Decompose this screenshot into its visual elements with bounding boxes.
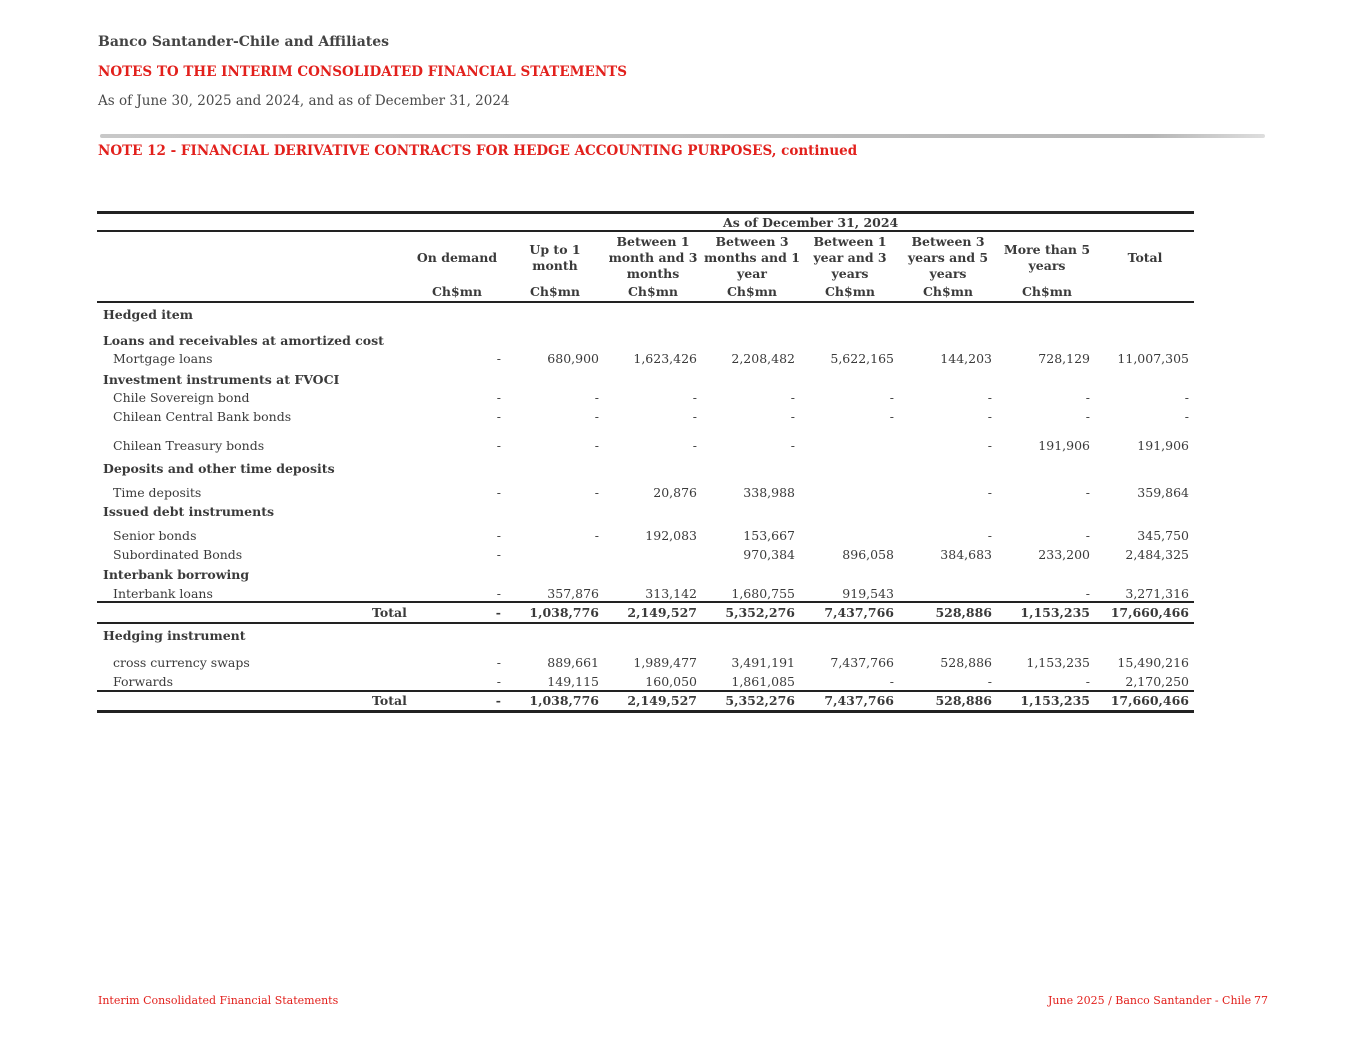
table-cell: 1,623,426 [633,351,697,366]
row-label: cross currency swaps [113,655,250,670]
table-cell: 17,660,466 [1110,693,1189,708]
table-cell: 7,437,766 [824,605,894,620]
table-cell: 7,437,766 [830,655,894,670]
table-cell: 191,906 [1137,438,1189,453]
table-cell: - [495,605,501,620]
table-cell: 5,622,165 [830,351,894,366]
table-cell: 528,886 [940,655,992,670]
total-bottom-rule [97,622,1194,624]
table-cell: 384,683 [940,547,992,562]
table-cell: 889,661 [547,655,599,670]
table-cell: - [889,409,894,424]
section-hedged-item: Hedged item [103,307,193,322]
table-cell: - [889,390,894,405]
table-cell: 1,861,085 [731,674,795,689]
table-cell: - [1085,528,1090,543]
row-label: Time deposits [113,485,202,500]
column-header: Total [1127,250,1163,265]
maturity-table [97,211,1194,714]
table-cell: - [1085,409,1090,424]
column-unit: Ch$mn [627,284,679,299]
total-top-rule [97,601,1194,603]
table-cell: - [496,528,501,543]
table-cell: - [594,485,599,500]
table-cell: 970,384 [743,547,795,562]
table-cell: - [496,351,501,366]
table-cell: 680,900 [547,351,599,366]
table-cell: - [496,586,501,601]
header-divider [100,134,1265,138]
section-investment: Investment instruments at FVOCI [103,372,340,387]
section-interbank: Interbank borrowing [103,567,250,582]
table-cell: 896,058 [842,547,894,562]
table-cell: 3,271,316 [1125,586,1189,601]
column-header: Between 3 months and 1 year [704,234,800,281]
table-cell: - [987,438,992,453]
table-cell: - [496,485,501,500]
table-cell: 2,484,325 [1125,547,1189,562]
table-cell: - [1184,409,1189,424]
table-cell: 528,886 [935,693,992,708]
table-cell: 2,208,482 [731,351,795,366]
row-label: Forwards [113,674,174,689]
total2-top-rule [97,690,1194,692]
row-label: Chilean Central Bank bonds [113,409,292,424]
table-cell: 1,153,235 [1026,655,1090,670]
table-cell: 313,142 [645,586,697,601]
table-cell: 20,876 [653,485,697,500]
table-cell: 160,050 [645,674,697,689]
table-cell: 1,038,776 [529,693,599,708]
table-cell: - [692,438,697,453]
table-cell: - [889,674,894,689]
table-cell: - [594,409,599,424]
table-cell: - [692,409,697,424]
table-cell: - [987,485,992,500]
column-header: Between 1 month and 3 months [608,234,698,281]
column-header: Between 1 year and 3 years [813,234,887,281]
section-hedging-instrument: Hedging instrument [103,628,246,643]
table-cell: 5,352,276 [725,693,795,708]
table-cell: - [1184,390,1189,405]
footer-left: Interim Consolidated Financial Statements [98,994,339,1007]
table-cell: 153,667 [743,528,795,543]
table-cell: - [496,390,501,405]
column-unit: Ch$mn [1021,284,1073,299]
table-cell: 17,660,466 [1110,605,1189,620]
table-cell: 1,153,235 [1020,605,1090,620]
table-cell: 728,129 [1038,351,1090,366]
table-cell: 1,038,776 [529,605,599,620]
table-cell: 338,988 [743,485,795,500]
notes-title: NOTES TO THE INTERIM CONSOLIDATED FINANCIAL STATEMENTS [98,64,627,80]
section-issued-debt: Issued debt instruments [103,504,275,519]
table-cell: - [1085,586,1090,601]
section-loans: Loans and receivables at amortized cost [103,333,384,348]
period-rule [97,230,1194,232]
row-label: Chile Sovereign bond [113,390,250,405]
table-cell: - [594,438,599,453]
row-label: Senior bonds [113,528,197,543]
table-cell: - [987,674,992,689]
table-cell: - [496,674,501,689]
table-cell: 7,437,766 [824,693,894,708]
table-cell: - [987,390,992,405]
table-cell: - [594,528,599,543]
column-unit: Ch$mn [824,284,876,299]
table-cell: - [790,409,795,424]
page-number: 77 [1254,994,1268,1007]
table-cell: 11,007,305 [1117,351,1189,366]
table-bottom-rule [97,710,1194,713]
as-of-date: As of June 30, 2025 and 2024, and as of December 31, 2024 [98,93,510,109]
table-cell: 3,491,191 [731,655,795,670]
table-cell: 5,352,276 [725,605,795,620]
table-cell: 1,989,477 [633,655,697,670]
column-header: Up to 1 month [529,242,581,273]
table-cell: 528,886 [935,605,992,620]
total-label: Total [372,605,407,620]
column-unit: Ch$mn [922,284,974,299]
table-cell: 2,170,250 [1125,674,1189,689]
table-cell: 919,543 [842,586,894,601]
column-header: Between 3 years and 5 years [907,234,989,281]
table-cell: - [496,547,501,562]
period-header: As of December 31, 2024 [723,215,899,230]
table-cell: 233,200 [1038,547,1090,562]
table-cell: - [1085,485,1090,500]
table-cell: 357,876 [547,586,599,601]
table-cell: - [496,438,501,453]
column-header: More than 5 years [1003,242,1091,273]
table-cell: 2,149,527 [627,693,697,708]
total-label: Total [372,693,407,708]
note-title: NOTE 12 - FINANCIAL DERIVATIVE CONTRACTS FOR HEDGE ACCOUNTING PURPOSES, continued [98,143,858,159]
row-label: Chilean Treasury bonds [113,438,265,453]
table-cell: - [692,390,697,405]
table-cell: 149,115 [547,674,599,689]
row-label: Subordinated Bonds [113,547,243,562]
column-unit: Ch$mn [726,284,778,299]
table-cell: - [1085,674,1090,689]
table-cell: - [987,528,992,543]
table-cell: 359,864 [1137,485,1189,500]
row-label: Interbank loans [113,586,213,601]
company-name: Banco Santander-Chile and Affiliates [98,34,390,50]
column-unit: Ch$mn [529,284,581,299]
table-cell: 15,490,216 [1117,655,1189,670]
table-cell: 191,906 [1038,438,1090,453]
table-cell: 1,680,755 [731,586,795,601]
table-cell: 2,149,527 [627,605,697,620]
footer-right: June 2025 / Banco Santander - Chile [1048,994,1252,1007]
table-cell: 192,083 [645,528,697,543]
row-label: Mortgage loans [113,351,213,366]
table-cell: 144,203 [940,351,992,366]
table-cell: - [790,438,795,453]
table-top-rule [97,211,1194,214]
header-bottom-rule [97,301,1194,303]
table-cell: - [594,390,599,405]
table-cell: - [496,409,501,424]
table-cell: - [987,409,992,424]
section-deposits: Deposits and other time deposits [103,461,335,476]
column-unit: Ch$mn [431,284,483,299]
column-header: On demand [416,250,498,265]
table-cell: - [1085,390,1090,405]
table-cell: 1,153,235 [1020,693,1090,708]
table-cell: - [496,655,501,670]
table-cell: 345,750 [1137,528,1189,543]
table-cell: - [495,693,501,708]
table-cell: - [790,390,795,405]
